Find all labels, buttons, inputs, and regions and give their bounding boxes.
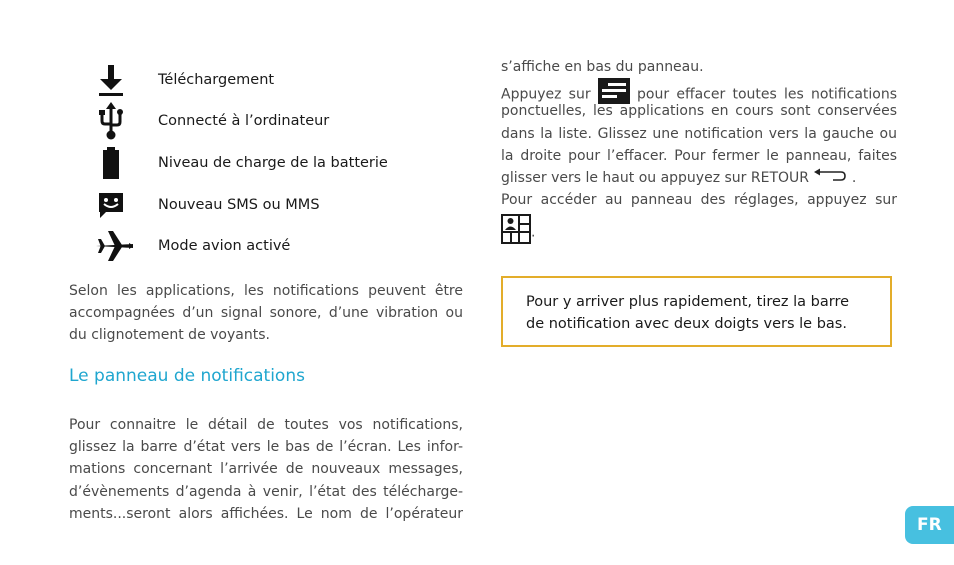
text-segment: Appuyez sur: [501, 86, 591, 103]
legend-row-airplane: [95, 229, 475, 267]
text-line: [501, 167, 897, 189]
language-badge: FR: [905, 506, 954, 544]
message-icon: [95, 188, 127, 222]
text-line: ponctuelles, les applications en cours sont conservées: [501, 103, 897, 120]
text-line: d’évènements d’agenda à venir, l’état des télécharge-: [69, 483, 463, 500]
text-line: Pour accéder au panneau des réglages, appuyez sur: [501, 192, 897, 209]
legend-row-download: [95, 63, 475, 101]
airplane-icon: [95, 229, 135, 263]
legend-label: Téléchargement: [158, 72, 275, 88]
legend-label: Connecté à l’ordinateur: [158, 113, 330, 129]
text-segment: .: [531, 224, 536, 241]
section-heading: Le panneau de notifications: [69, 366, 305, 386]
legend-row-usb: [95, 104, 475, 142]
panel-paragraph: [69, 414, 463, 525]
text-line: mations concernant l’arrivée de nouveaux messages,: [69, 461, 463, 478]
text-line: Selon les applications, les notifications peuvent être: [69, 283, 463, 299]
download-icon: [95, 63, 127, 97]
text-line: accompagnées d’un signal sonore, d’une vibration ou: [69, 305, 463, 322]
text-line: s’affiche en bas du panneau.: [501, 59, 704, 75]
text-line: Pour y arriver plus rapidement, tirez la barre: [526, 294, 850, 310]
tip-box: [501, 276, 892, 347]
legend-label: Mode avion activé: [158, 238, 291, 254]
text-line: [501, 214, 897, 251]
text-segment: pour effacer toutes les notifications: [637, 86, 898, 103]
text-line: de notification avec deux doigts vers le bas.: [526, 315, 847, 332]
text-line: [501, 78, 898, 103]
legend-row-message: [95, 188, 475, 226]
tip-text: [526, 292, 886, 335]
text-segment: glisser vers le haut ou appuyez sur RETOUR: [501, 170, 809, 187]
text-line: ments...seront alors affichées. Le nom de l’opérateur: [69, 505, 463, 522]
battery-icon: [95, 146, 127, 180]
right-paragraph: [501, 56, 897, 251]
text-line: Pour connaitre le détail de toutes vos notifications,: [69, 417, 463, 433]
text-line: dans la liste. Glissez une notification vers la gauche ou: [501, 125, 897, 142]
text-line: la droite pour l’effacer. Pour fermer le panneau, faites: [501, 147, 897, 164]
text-line: du clignotement de voyants.: [69, 327, 270, 344]
legend-label: Niveau de charge de la batterie: [158, 155, 388, 171]
legend-label: Nouveau SMS ou MMS: [158, 197, 320, 213]
text-segment: .: [851, 170, 857, 187]
usb-icon: [95, 104, 127, 138]
back-arrow-icon: [813, 167, 847, 189]
quick-settings-icon: [501, 214, 531, 251]
text-line: glissez la barre d’état vers le bas de l’écran. Les infor-: [69, 439, 463, 456]
intro-paragraph: [69, 280, 463, 347]
legend-row-battery: [95, 146, 475, 184]
